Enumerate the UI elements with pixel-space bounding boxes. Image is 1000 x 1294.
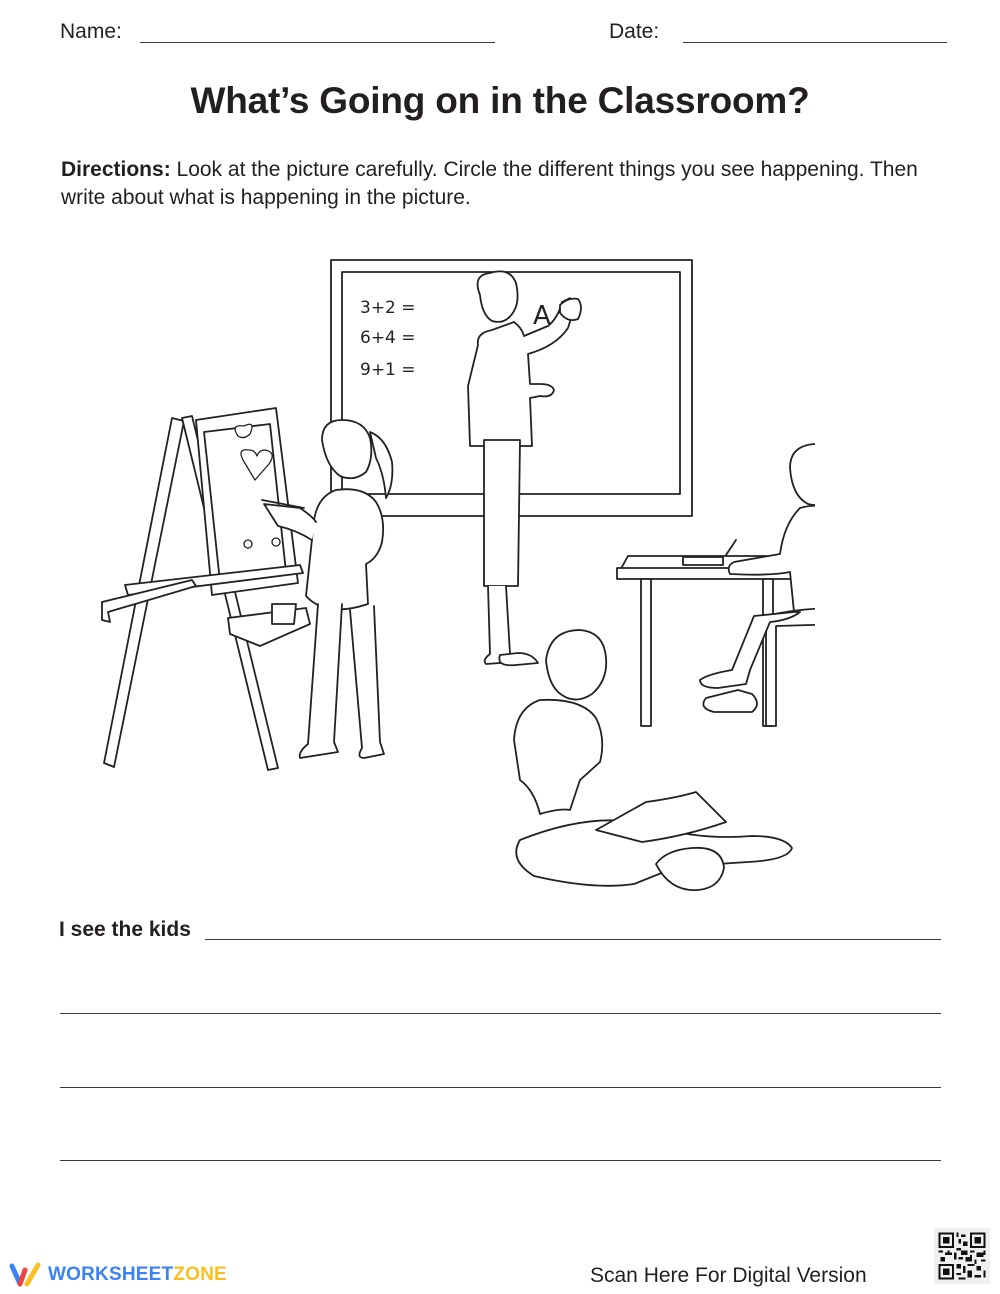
directions-label: Directions: [61,158,171,181]
equation-1: 3+2 = [360,298,416,318]
scan-label: Scan Here For Digital Version [590,1264,867,1287]
logo-text-worksheet: WORKSHEET [48,1264,174,1285]
qr-code-icon[interactable] [934,1228,990,1284]
worksheetzone-logo[interactable] [8,1262,227,1288]
date-label: Date: [609,20,660,43]
name-label: Name: [60,20,122,43]
page-title: What’s Going on in the Classroom? [190,80,810,121]
logo-w-icon [8,1262,44,1288]
answer-line-1[interactable] [205,939,941,940]
writing-prompt: I see the kids [59,918,191,941]
classroom-illustration [95,255,815,905]
answer-line-2[interactable] [60,1013,941,1014]
answer-line-4[interactable] [60,1160,941,1161]
boy-writing [700,444,815,726]
directions-text: Look at the picture carefully. Circle the different things you see happening. Then write about what is happening in the picture. [61,158,918,209]
equation-2: 6+4 = [360,328,416,348]
answer-line-3[interactable] [60,1087,941,1088]
letter-a: A [533,301,551,331]
logo-text-zone: ZONE [173,1264,227,1285]
equation-3: 9+1 = [360,360,416,380]
name-field[interactable] [140,42,495,43]
directions [61,156,941,212]
date-field[interactable] [683,42,947,43]
easel [102,408,310,770]
